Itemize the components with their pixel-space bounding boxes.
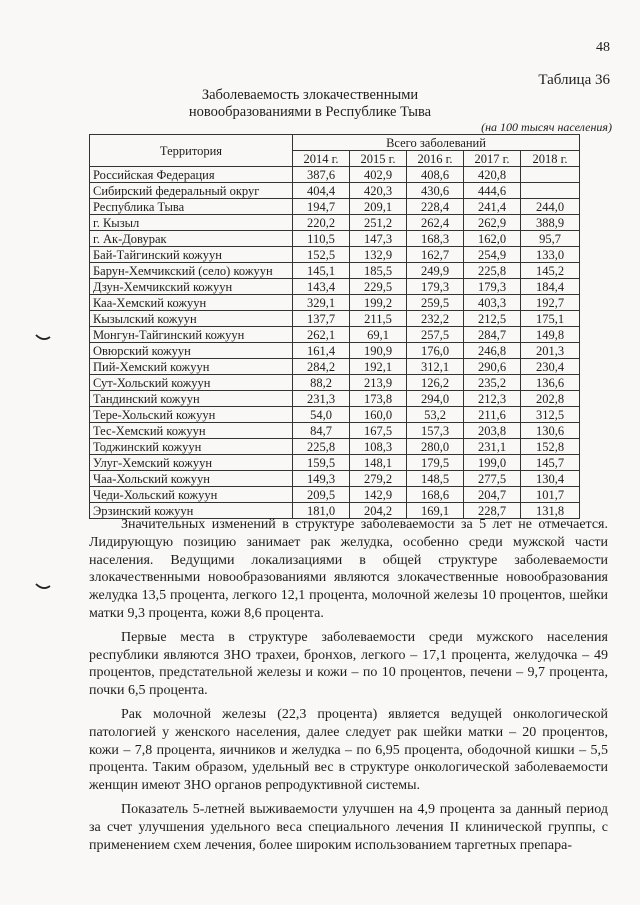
table-cell: 69,1 <box>350 327 407 343</box>
table-cell: 173,8 <box>350 391 407 407</box>
table-cell: 279,2 <box>350 471 407 487</box>
table-cell: 168,3 <box>407 231 464 247</box>
table-row <box>90 439 580 455</box>
table-cell: 147,3 <box>350 231 407 247</box>
table-cell: 149,8 <box>521 327 580 343</box>
margin-mark-icon <box>34 582 52 592</box>
table-cell: 161,4 <box>293 343 350 359</box>
table-cell: 244,0 <box>521 199 580 215</box>
table-cell: 53,2 <box>407 407 464 423</box>
year-header: 2018 г. <box>521 151 580 167</box>
table-row <box>90 167 580 183</box>
territory-name: Эрзинский кожуун <box>90 503 293 519</box>
year-header: 2015 г. <box>350 151 407 167</box>
table-row <box>90 263 580 279</box>
year-header: 2014 г. <box>293 151 350 167</box>
territory-name: Кызылский кожуун <box>90 311 293 327</box>
table-cell: 202,8 <box>521 391 580 407</box>
table-row <box>90 487 580 503</box>
paragraph: Показатель 5-летней выживаемости улучшен на 4,9 процента за данный период за счет улучшения удельного веса специального лечения II клинической группы, с применением схем лечения, более широким использованием таргетных препара- <box>89 801 608 853</box>
territory-name: г. Кызыл <box>90 215 293 231</box>
table-title <box>90 87 530 121</box>
table-cell: 142,9 <box>350 487 407 503</box>
territory-name: Барун-Хемчикский (село) кожуун <box>90 263 293 279</box>
unit-note: (на 100 тысяч населения) <box>481 120 612 134</box>
table-cell: 294,0 <box>407 391 464 407</box>
table-row <box>90 311 580 327</box>
table-row <box>90 183 580 199</box>
table-cell: 54,0 <box>293 407 350 423</box>
table-row <box>90 343 580 359</box>
territory-name: Чаа-Хольский кожуун <box>90 471 293 487</box>
table-cell: 262,9 <box>464 215 521 231</box>
territory-name: Тере-Хольский кожуун <box>90 407 293 423</box>
table-cell <box>521 183 580 199</box>
incidence-table <box>89 134 580 519</box>
territory-name: Республика Тыва <box>90 199 293 215</box>
table-row <box>90 295 580 311</box>
table-cell: 126,2 <box>407 375 464 391</box>
table-cell: 130,4 <box>521 471 580 487</box>
table-cell: 249,9 <box>407 263 464 279</box>
table-cell: 257,5 <box>407 327 464 343</box>
table-cell: 228,4 <box>407 199 464 215</box>
table-cell: 284,2 <box>293 359 350 375</box>
table-cell: 420,3 <box>350 183 407 199</box>
table-cell: 136,6 <box>521 375 580 391</box>
table-cell: 231,3 <box>293 391 350 407</box>
table-cell: 402,9 <box>350 167 407 183</box>
table-cell: 420,8 <box>464 167 521 183</box>
territory-name: Овюрский кожуун <box>90 343 293 359</box>
table-cell: 185,5 <box>350 263 407 279</box>
table-cell: 176,0 <box>407 343 464 359</box>
table-row <box>90 407 580 423</box>
table-cell: 229,5 <box>350 279 407 295</box>
table-row <box>90 455 580 471</box>
table-cell: 181,0 <box>293 503 350 519</box>
table-cell: 284,7 <box>464 327 521 343</box>
table-cell: 235,2 <box>464 375 521 391</box>
table-cell: 145,7 <box>521 455 580 471</box>
table-cell: 220,2 <box>293 215 350 231</box>
table-cell: 213,9 <box>350 375 407 391</box>
table-cell: 228,7 <box>464 503 521 519</box>
table-cell: 212,3 <box>464 391 521 407</box>
paragraph: Значительных изменений в структуре заболеваемости за 5 лет не отмечается. Лидирующую позицию занимает рак желудка, особенно среди мужской части населения. Ведущими локализациями в общей структуре заболеваемости злокачественными новообразованиями являются злокачественные новообразования желудка 13,5 процента, легкого 12,1 процента, молочной железы 10 процентов, шейки матки 9,3 процента, кожи 8,6 процента. <box>89 517 608 621</box>
table-cell: 133,0 <box>521 247 580 263</box>
table-cell: 110,5 <box>293 231 350 247</box>
table-body <box>90 167 580 519</box>
table-cell: 152,8 <box>521 439 580 455</box>
table-cell: 209,1 <box>350 199 407 215</box>
table-cell: 225,8 <box>293 439 350 455</box>
table-cell: 157,3 <box>407 423 464 439</box>
territory-name: Тоджинский кожуун <box>90 439 293 455</box>
table-cell: 88,2 <box>293 375 350 391</box>
territory-name: Улуг-Хемский кожуун <box>90 455 293 471</box>
year-header: 2016 г. <box>407 151 464 167</box>
table-cell: 241,4 <box>464 199 521 215</box>
table-row <box>90 423 580 439</box>
table-cell: 199,2 <box>350 295 407 311</box>
territory-name: Пий-Хемский кожуун <box>90 359 293 375</box>
table-cell: 132,9 <box>350 247 407 263</box>
table-cell: 444,6 <box>464 183 521 199</box>
territory-name: Дзун-Хемчикский кожуун <box>90 279 293 295</box>
table-cell: 169,1 <box>407 503 464 519</box>
table-cell: 199,0 <box>464 455 521 471</box>
table-cell: 137,7 <box>293 311 350 327</box>
table-cell: 246,8 <box>464 343 521 359</box>
table-row <box>90 279 580 295</box>
table-cell: 262,4 <box>407 215 464 231</box>
body-text <box>89 516 608 860</box>
table-cell: 201,3 <box>521 343 580 359</box>
table-cell: 251,2 <box>350 215 407 231</box>
table-cell: 262,1 <box>293 327 350 343</box>
table-cell: 192,7 <box>521 295 580 311</box>
table-cell: 95,7 <box>521 231 580 247</box>
table-cell: 160,0 <box>350 407 407 423</box>
paragraph: Рак молочной железы (22,3 процента) является ведущей онкологической патологией у женского населения, далее следует рак шейки матки – 20 процентов, кожи – 7,8 процента, яичников и желудка – по 6,95 процента, ободочной кишки – 5,5 процента. Таким образом, удельный вес в структуре онкологической заболеваемости женщин имеют ЗНО органов репродуктивной системы. <box>89 706 608 794</box>
table-cell: 108,3 <box>350 439 407 455</box>
territory-name: г. Ак-Довурак <box>90 231 293 247</box>
territory-name: Тандинский кожуун <box>90 391 293 407</box>
table-cell: 145,2 <box>521 263 580 279</box>
table-cell: 259,5 <box>407 295 464 311</box>
table-row <box>90 391 580 407</box>
table-cell: 194,7 <box>293 199 350 215</box>
table-cell <box>521 167 580 183</box>
table-cell: 162,0 <box>464 231 521 247</box>
table-row <box>90 471 580 487</box>
table-cell: 204,7 <box>464 487 521 503</box>
table-row <box>90 359 580 375</box>
table-row <box>90 375 580 391</box>
table-cell: 168,6 <box>407 487 464 503</box>
table-cell: 211,5 <box>350 311 407 327</box>
table-cell: 204,2 <box>350 503 407 519</box>
table-label: Таблица 36 <box>538 72 610 88</box>
table-cell: 192,1 <box>350 359 407 375</box>
territory-name: Монгун-Тайгинский кожуун <box>90 327 293 343</box>
table-cell: 145,1 <box>293 263 350 279</box>
table-cell: 209,5 <box>293 487 350 503</box>
table-cell: 148,1 <box>350 455 407 471</box>
margin-mark-icon <box>34 333 52 343</box>
table-cell: 231,1 <box>464 439 521 455</box>
table-cell: 159,5 <box>293 455 350 471</box>
table-cell: 212,5 <box>464 311 521 327</box>
page-number: 48 <box>596 40 610 55</box>
table-cell: 148,5 <box>407 471 464 487</box>
table-cell: 84,7 <box>293 423 350 439</box>
table-cell: 254,9 <box>464 247 521 263</box>
table-cell: 149,3 <box>293 471 350 487</box>
table-cell: 179,5 <box>407 455 464 471</box>
territory-name: Сибирский федеральный округ <box>90 183 293 199</box>
table-cell: 190,9 <box>350 343 407 359</box>
table-cell: 143,4 <box>293 279 350 295</box>
territory-name: Российская Федерация <box>90 167 293 183</box>
territory-name: Чеди-Хольский кожуун <box>90 487 293 503</box>
table-cell: 403,3 <box>464 295 521 311</box>
table-cell: 175,1 <box>521 311 580 327</box>
table-cell: 277,5 <box>464 471 521 487</box>
table-cell: 329,1 <box>293 295 350 311</box>
table-title-line-2: новообразованиями в Республике Тыва <box>188 104 432 120</box>
table-cell: 130,6 <box>521 423 580 439</box>
paragraph: Первые места в структуре заболеваемости среди мужского населения республики являются ЗНО трахеи, бронхов, легкого – 17,1 процента, желудочка – 49 процентов, предстательной железы и кожи – по 10 процентов, печени – 9,7 процента, почки 6,5 процента. <box>89 629 608 699</box>
table-cell: 162,7 <box>407 247 464 263</box>
table-cell: 430,6 <box>407 183 464 199</box>
territory-name: Сут-Хольский кожуун <box>90 375 293 391</box>
table-cell: 388,9 <box>521 215 580 231</box>
group-header: Всего заболеваний <box>293 135 580 151</box>
table-row <box>90 215 580 231</box>
table-row <box>90 231 580 247</box>
table-cell: 404,4 <box>293 183 350 199</box>
table-cell: 184,4 <box>521 279 580 295</box>
table-row <box>90 247 580 263</box>
table-cell: 290,6 <box>464 359 521 375</box>
table-cell: 387,6 <box>293 167 350 183</box>
table-cell: 211,6 <box>464 407 521 423</box>
territory-name: Тес-Хемский кожуун <box>90 423 293 439</box>
table-cell: 179,3 <box>464 279 521 295</box>
table-cell: 179,3 <box>407 279 464 295</box>
table-cell: 203,8 <box>464 423 521 439</box>
table-cell: 312,5 <box>521 407 580 423</box>
territory-header: Территория <box>90 135 293 167</box>
table-cell: 152,5 <box>293 247 350 263</box>
year-header: 2017 г. <box>464 151 521 167</box>
table-cell: 167,5 <box>350 423 407 439</box>
table-cell: 101,7 <box>521 487 580 503</box>
table-cell: 225,8 <box>464 263 521 279</box>
table-row <box>90 199 580 215</box>
table-cell: 232,2 <box>407 311 464 327</box>
territory-name: Каа-Хемский кожуун <box>90 295 293 311</box>
table-cell: 312,1 <box>407 359 464 375</box>
territory-name: Бай-Тайгинский кожуун <box>90 247 293 263</box>
table-row <box>90 327 580 343</box>
table-cell: 280,0 <box>407 439 464 455</box>
table-title-line-1: Заболеваемость злокачественными <box>201 87 419 103</box>
table-cell: 230,4 <box>521 359 580 375</box>
table-cell: 131,8 <box>521 503 580 519</box>
table-cell: 408,6 <box>407 167 464 183</box>
